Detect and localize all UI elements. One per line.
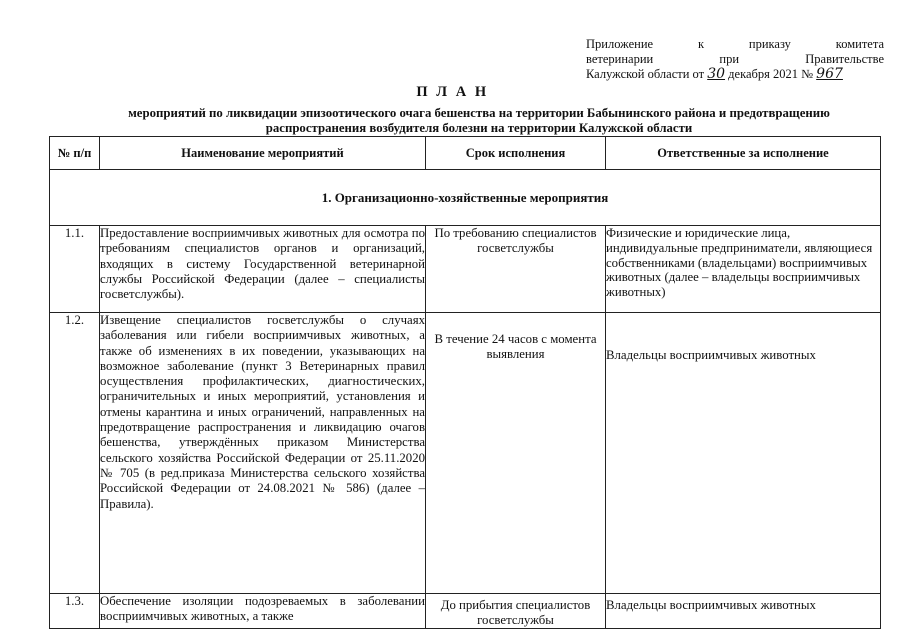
handwritten-day: 30: [707, 66, 726, 82]
row-number: 1.1.: [50, 226, 100, 313]
appendix-date-month: декабря 2021 №: [728, 67, 814, 81]
header-num: № п/п: [50, 137, 100, 170]
row-activity: [100, 313, 426, 594]
row-term: В течение 24 часов с момента выявления: [426, 313, 606, 594]
row-responsible: Владельцы восприимчивых животных: [606, 313, 881, 594]
row-activity-text: Обеспечение изоляции подозреваемых в заболевании восприимчивых животных, а также: [100, 594, 425, 624]
row-number: 1.3.: [50, 594, 100, 629]
row-term: По требованию специалистов госветслужбы: [426, 226, 606, 313]
row-number: 1.2.: [50, 313, 100, 594]
header-responsible: Ответственные за исполнение: [606, 137, 881, 170]
row-responsible: Владельцы восприимчивых животных: [606, 594, 881, 629]
handwritten-order-number: 967: [816, 66, 843, 82]
table-header-row: [50, 137, 881, 170]
plan-title: П Л А Н: [416, 84, 489, 100]
appendix-header: [586, 37, 884, 82]
row-activity-text: Предоставление восприимчивых животных для осмотра по требованиям специалистов органов и организаций, входящих в систему Государственной ветеринарной службы Российской Федерации (далее – специалисты госветслужбы).: [100, 226, 425, 302]
plan-table: [49, 136, 881, 629]
table-row: [50, 594, 881, 629]
table-row: [50, 313, 881, 594]
appendix-line-1: Приложение к приказу комитета: [586, 37, 884, 51]
appendix-date-prefix: Калужской области от: [586, 67, 705, 81]
row-activity: [100, 226, 426, 313]
table-row: [50, 226, 881, 313]
header-term: Срок исполнения: [426, 137, 606, 170]
row-activity-text: Извещение специалистов госветслужбы о случаях заболевания или гибели восприимчивых животных, а также об изменениях в их поведении, указывающих на возможное заболевание (пункт 3 Ветеринарных правил осуществления профилактических, диагностических, ограничительных и иных мероприятий, установления и отмены карантина и иных ограничений, направленных на предотвращение распространения и ликвидацию очагов бешенства, утверждённых приказом Министерства сельского хозяйства Российской Федерации от 25.11.2020 № 705 (в ред.приказа Министерства сельского хозяйства Российской Федерации от 24.08.2021 № 586) (далее – Правила).: [100, 313, 425, 511]
section-title: 1. Организационно-хозяйственные мероприятия: [50, 170, 881, 226]
header-name: Наименование мероприятий: [100, 137, 426, 170]
row-term: До прибытия специалистов госветслужбы: [426, 594, 606, 629]
section-row: [50, 170, 881, 226]
row-activity: [100, 594, 426, 629]
appendix-line-3: [586, 67, 884, 82]
plan-subtitle: мероприятий по ликвидации эпизоотического очага бешенства на территории Бабынинского района и предотвращению распространения возбудителя болезни на территории Калужской области: [128, 106, 830, 135]
row-responsible: Физические и юридические лица, индивидуальные предприниматели, являющиеся собственниками (владельцами) восприимчивых животных (далее – владельцы восприимчивых животных): [606, 226, 881, 313]
appendix-line-2: ветеринарии при Правительстве: [586, 52, 884, 66]
